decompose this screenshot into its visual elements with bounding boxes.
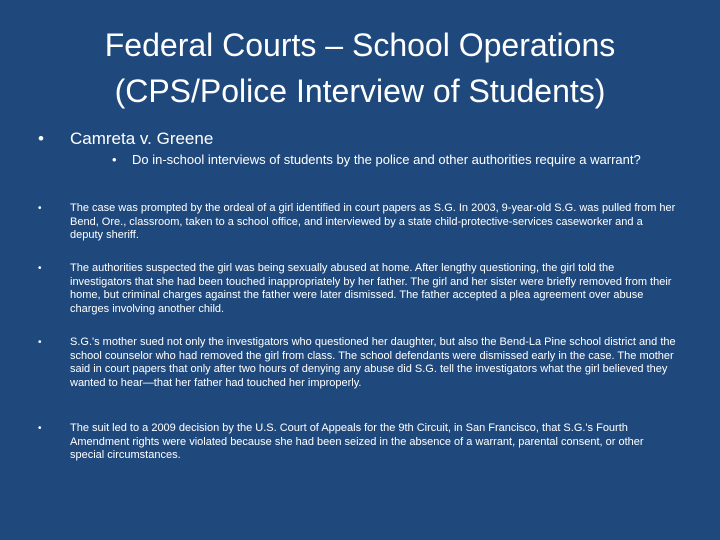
bullet-icon: • xyxy=(112,152,117,167)
bullet-icon: • xyxy=(38,423,42,434)
bullet-icon: • xyxy=(38,263,42,274)
sub-bullet-text: Do in-school interviews of students by the police and other authorities require a warrant? xyxy=(132,152,641,167)
paragraph-text: The suit led to a 2009 decision by the U.S. Court of Appeals for the 9th Circuit, in San Francisco, that S.G.'s Fourth Amendment rights were violated because she had been seized in the absence of a warrant, parental consent, or other special circumstances. xyxy=(70,422,644,461)
paragraph-text: The case was prompted by the ordeal of a girl identified in court papers as S.G. In 2003, 9-year-old S.G. was pulled from her Bend, Ore., classroom, taken to a school office, and interviewed by a state child-protective-services caseworker and a deputy sheriff. xyxy=(70,202,676,241)
bullet-icon: • xyxy=(38,337,42,348)
bullet-icon: • xyxy=(38,203,42,214)
paragraph-text: S.G.'s mother sued not only the investigators who questioned her daughter, but also the Bend-La Pine school district and the school counselor who had removed the girl from class. The school defendants were dismissed early in the case. The mother said in court papers that only after two hours of denying any abuse did S.G. tell the investigators what the girl believed they wanted to hear—that her father had touched her improperly. xyxy=(70,336,676,389)
slide-title-line-2: (CPS/Police Interview of Students) xyxy=(114,73,606,109)
slide-title xyxy=(40,22,680,114)
paragraph-text: The authorities suspected the girl was being sexually abused at home. After lengthy questioning, the girl told the investigators that she had been touched inappropriately by her father. The girl and her sister were briefly removed from their home, but criminal charges against the father were later dismissed. The father accepted a plea agreement over abuse charges involving another child. xyxy=(70,262,672,315)
bullet-icon: • xyxy=(38,129,44,148)
main-bullet-text: Camreta v. Greene xyxy=(70,129,214,148)
slide-title-line-1: Federal Courts – School Operations xyxy=(104,27,616,63)
